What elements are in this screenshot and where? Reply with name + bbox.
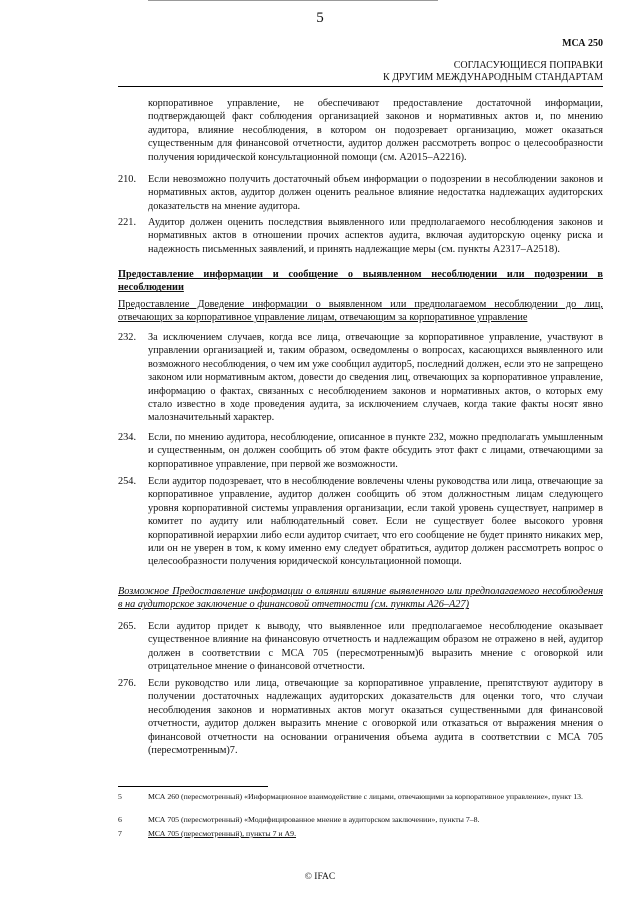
paragraph-26: Если аудитор придет к выводу, что выявленное или предполагаемое несоблюдение оказывает существенное влияние на финансовую отчетность и надлежащим образом не отражено в ней, аудитор должен в соответствии с МСА 705 (пересмотренным)6 выразить мнение с оговоркой или отрицательное мнение о финансовой отчетности. <box>148 621 603 673</box>
paragraph-24: Если аудитор подозревает, что в несоблюдение вовлечены члены руководства или лица, отвечающие за корпоративное управление, аудитор должен сообщить об этом должностным лицам следующего уровня корпоративной системы управления организации, если такой уровень существует, например в комитет по аудиту или наблюдательный совет. Если не существует более высокого уровня корпоративной иерархии либо если аудитор считает, что его сообщение не будет принято никаких мер, или он не уверен в том, к кому именно ему следует обратиться, аудитор должен рассмотреть вопрос о целесообразности получения юридической консультационной помощи. <box>148 476 603 568</box>
paragraph-number: 221. <box>118 217 137 228</box>
paragraph-number: 234. <box>118 432 137 443</box>
paragraph-number: 254. <box>118 476 137 487</box>
top-rule <box>148 0 438 1</box>
footnote: МСА 705 (пересмотренный) «Модифицированное мнение в аудиторском заключении», пункты 7–8. <box>148 815 480 824</box>
paragraph-27: Если руководство или лица, отвечающие за корпоративное управление, препятствуют аудитору в получении достаточных надлежащих аудиторских доказательств для оценки того, что случаи несоблюдения законов и нормативных актов могут оказаться существенными для финансовой отчетности, аудитор должен выразить мнение с оговоркой или отказаться от выражения мнения о финансовой отчетности на основании ограничения объема аудита в соответствии с МСА 705 (пересмотренным)7. <box>148 678 603 757</box>
standard-code: МСА 250 <box>562 38 603 49</box>
paragraph-number: 232. <box>118 332 137 343</box>
footnote-rule <box>118 786 268 787</box>
section-heading: Предоставление информации и сообщение о выявленном несоблюдении или подозрении в несоблюдении <box>118 269 603 294</box>
page-number: 5 <box>316 10 324 26</box>
footnote-number: 5 <box>118 792 122 801</box>
header-rule <box>118 86 603 87</box>
paragraph-continuation: корпоративное управление, не обеспечивают предоставление достаточной информации, подтверждающей факт соблюдения организацией законов и нормативных актов и, по мнению аудитора, влияние несоблюдения, в котором он подозревает организацию, может оказаться существенным для финансовой отчетности, аудитор должен рассмотреть вопрос о целесообразности получения юридической консультационной помощи (см. А2015–А2216). <box>148 98 603 163</box>
header-line2: К ДРУГИМ МЕЖДУНАРОДНЫМ СТАНДАРТАМ <box>383 72 603 83</box>
subsection-heading: Предоставление Доведение информации о выявленном или предполагаемом несоблюдении до лиц, отвечающих за корпоративное управление лицам, отвечающим за корпоративное управление <box>118 299 603 324</box>
paragraph-23: Если, по мнению аудитора, несоблюдение, описанное в пункте 232, можно предполагать умышленным и существенным, он должен сообщить об этом факте обсудить этот факт с лицами, отвечающими за корпоративное управление, при первой же возможности. <box>148 432 603 470</box>
paragraph-number: 265. <box>118 621 137 632</box>
footnote: МСА 705 (пересмотренный), пункты 7 и А9. <box>148 829 297 838</box>
paragraph-number: 276. <box>118 678 137 689</box>
footnote: МСА 260 (пересмотренный) «Информационное взаимодействие с лицами, отвечающими за корпоративное управление», пункт 13. <box>148 792 583 801</box>
paragraph-number: 210. <box>118 174 137 185</box>
paragraph-21: Аудитор должен оценить последствия выявленного или предполагаемого несоблюдения законов и нормативных актов в отношении прочих аспектов аудита, включая аудиторскую оценку риска и надежность письменных заявлений, и принять надлежащие меры (см. пункты А2317–А2518). <box>148 217 603 255</box>
footnote-number: 7 <box>118 829 122 838</box>
paragraph-20: Если невозможно получить достаточный объем информации о подозрении в несоблюдении законов и нормативных актов, аудитор должен оценить реальное влияние недостатка надлежащих аудиторских доказательств на мнение аудитора. <box>148 174 603 212</box>
footnote-number: 6 <box>118 815 122 824</box>
header-line1: СОГЛАСУЮЩИЕСЯ ПОПРАВКИ <box>453 60 603 71</box>
paragraph-22: За исключением случаев, когда все лица, отвечающие за корпоративное управление, участвуют в управлении организацией и, таким образом, осведомлены о вопросах, касающихся выявленного или возможного несоблюдения, о чем им уже сообщил аудитор5, последний должен, если это не запрещено законом или нормативным актом, довести до сведения лиц, отвечающих за корпоративное управление, информацию о фактах, связанных с несоблюдением законов и нормативных актов, о которых ему стало известно в ходе проведения аудита, за исключением случаев, когда такие факты носят явно малозначительный характер. <box>148 332 603 424</box>
running-header <box>383 60 603 84</box>
subsection-heading: Возможное Предоставление информации о влиянии влияние выявленного или предполагаемого несоблюдения в на аудиторское заключение о финансовой отчетности (см. пункты А26–А27) <box>118 586 603 611</box>
copyright-footer: © IFAC <box>304 872 336 882</box>
